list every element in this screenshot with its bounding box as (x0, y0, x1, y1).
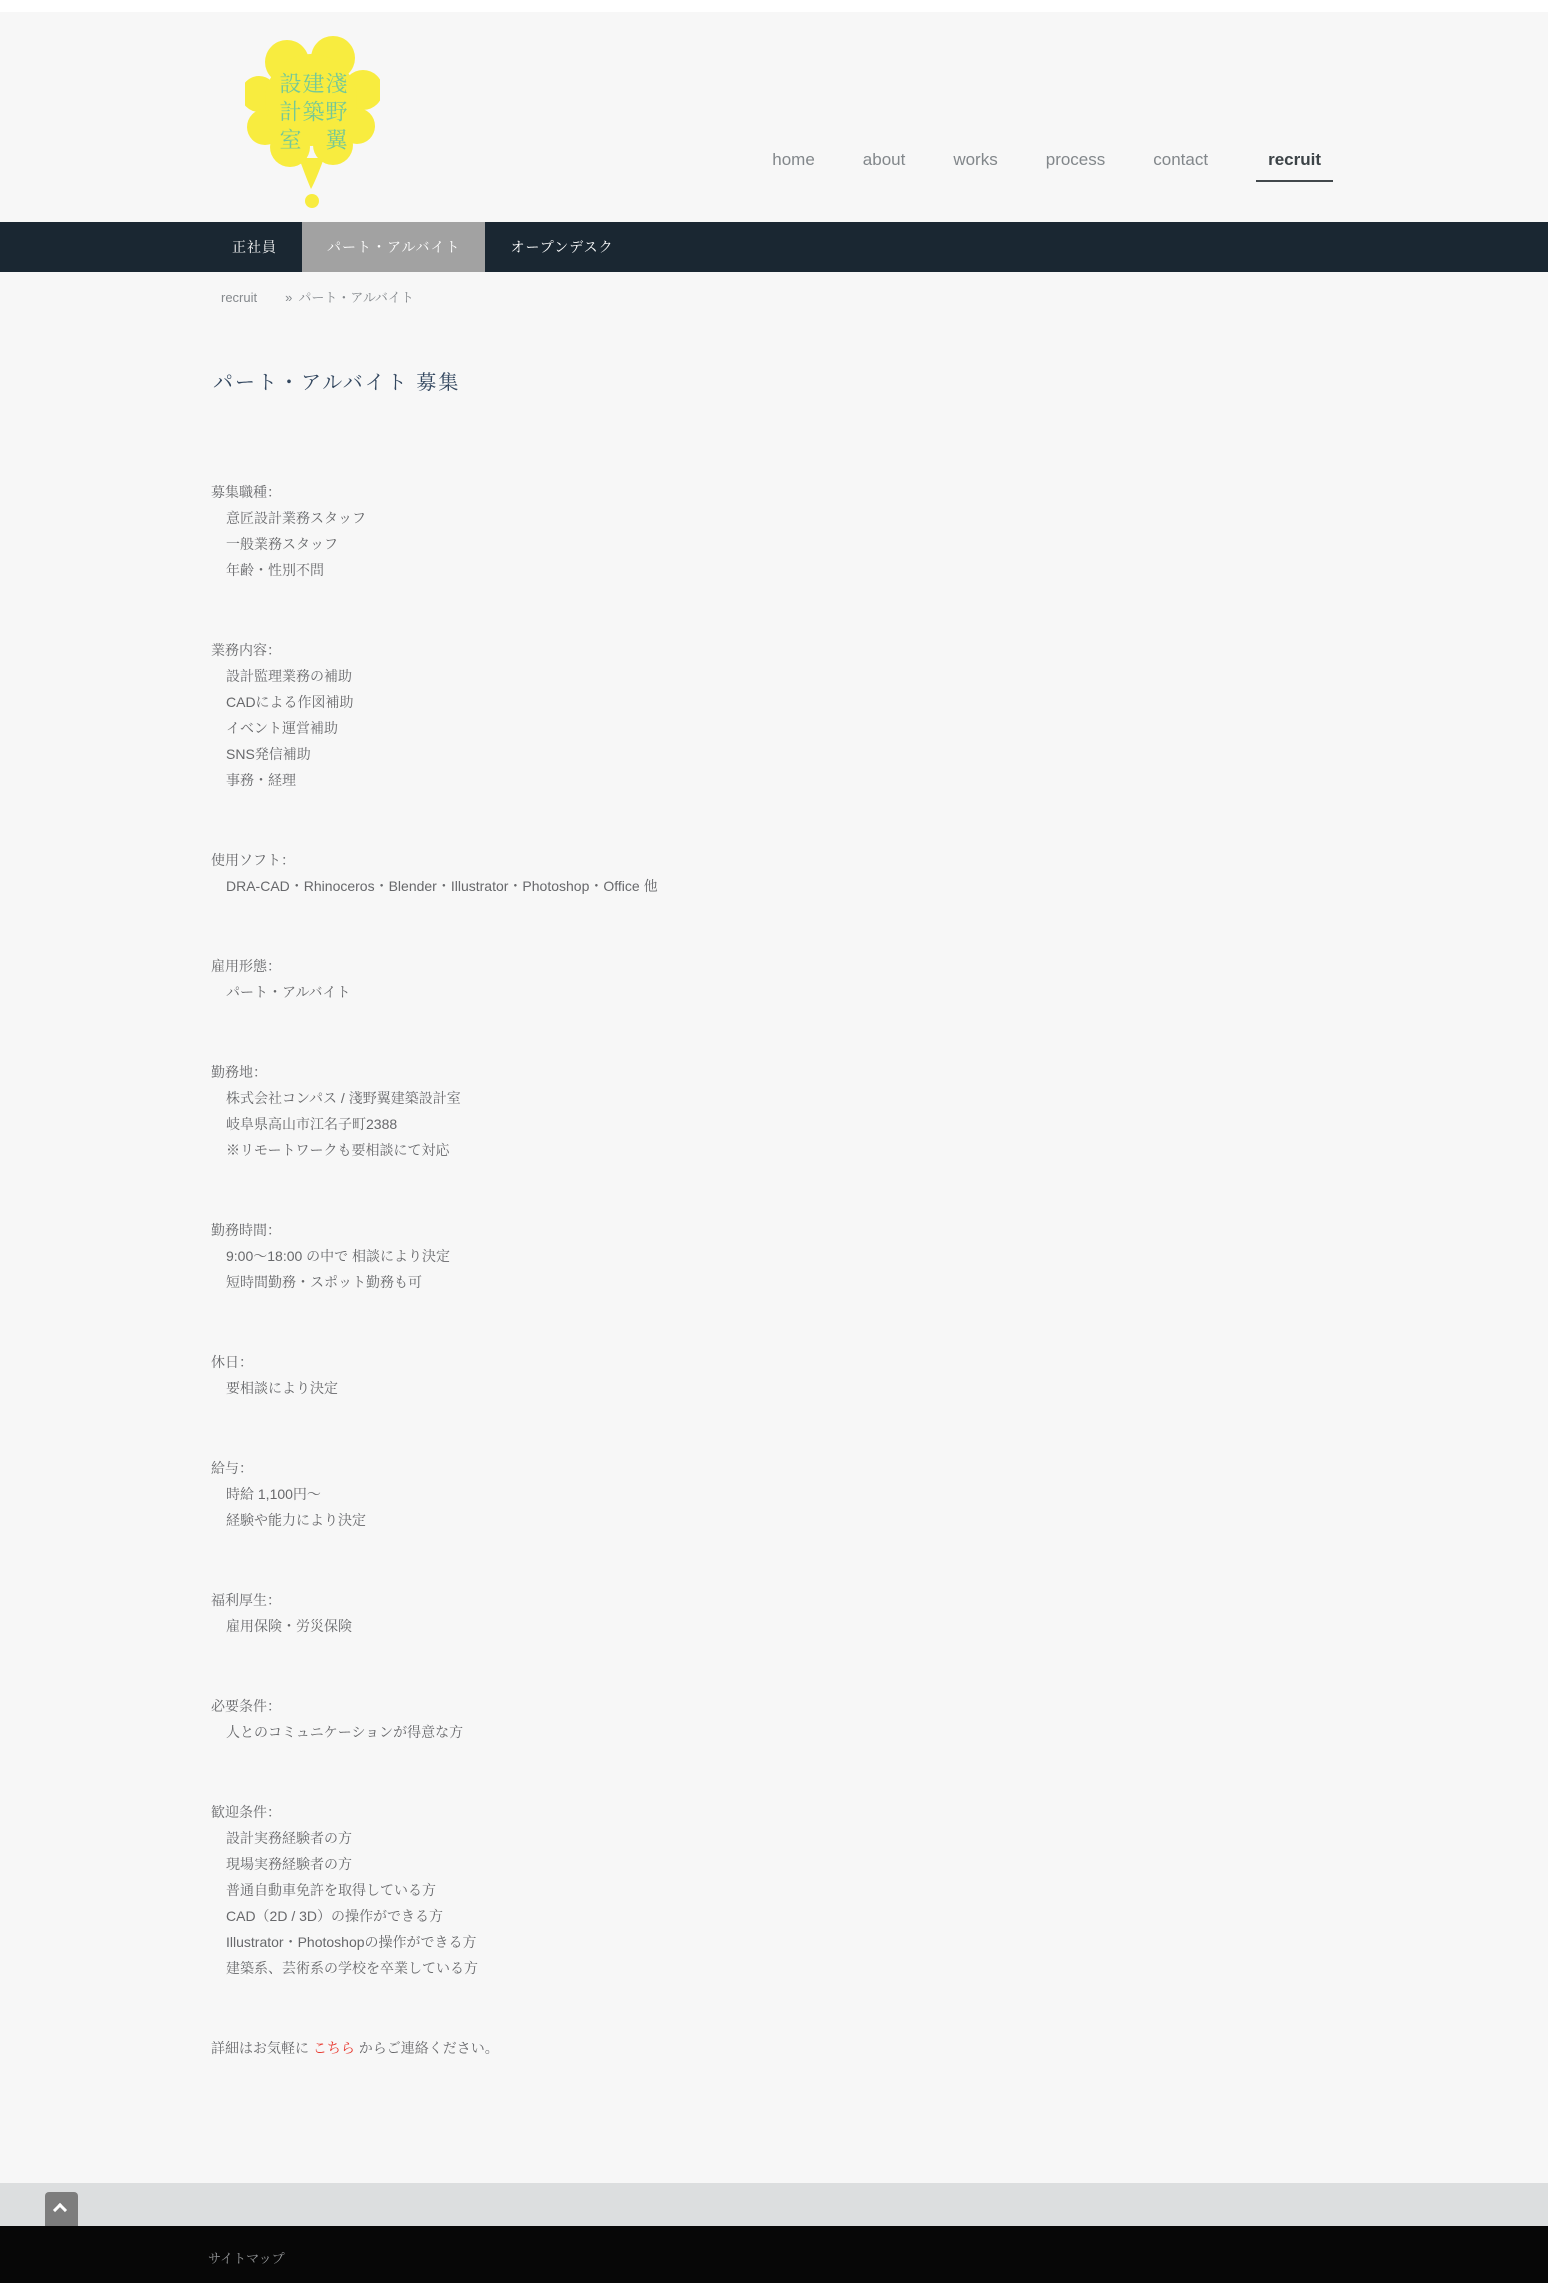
recruit-tab[interactable]: 正社員 (232, 239, 277, 255)
logo-text-column: 建築 (300, 72, 325, 128)
section-items (211, 1243, 1191, 1295)
section-item-line: 要相談により決定 (226, 1380, 338, 1396)
sitemap-link[interactable]: サイトマップ (208, 2251, 285, 2266)
section-label: 業務内容： (211, 642, 281, 658)
job-detail-section (211, 1455, 1191, 1533)
section-items (211, 873, 1191, 899)
section-item-line: 雇用保険・労災保険 (226, 1618, 352, 1634)
section-items (211, 1825, 1191, 1981)
section-items (211, 1613, 1191, 1639)
section-item-line: 普通自動車免許を取得している方 (226, 1882, 436, 1898)
job-detail-section (211, 1587, 1191, 1639)
breadcrumb-separator: » (285, 290, 293, 305)
job-detail-section (211, 1693, 1191, 1745)
section-item-line: イベント運営補助 (226, 720, 338, 736)
logo-text-column: 設計室 (277, 72, 302, 156)
section-items (211, 1481, 1191, 1533)
contact-link[interactable]: こちら (312, 2040, 355, 2056)
nav-item-contact[interactable]: contact (1153, 150, 1209, 169)
breadcrumb (211, 272, 1191, 306)
main-nav (772, 150, 1333, 182)
section-item-line: 一般業務スタッフ (226, 536, 338, 552)
section-label: 福利厚生： (211, 1592, 281, 1608)
section-item-line: 9:00〜18:00 の中で 相談により決定 (226, 1248, 451, 1264)
breadcrumb-current: パート・アルバイト (298, 290, 414, 305)
section-items (211, 979, 1191, 1005)
section-label: 給与： (211, 1460, 253, 1476)
section-label: 募集職種： (211, 484, 281, 500)
job-detail-section (211, 1059, 1191, 1163)
section-label: 勤務時間： (211, 1222, 281, 1238)
job-detail-section (211, 1349, 1191, 1401)
page-title: パート・アルバイト 募集 (213, 372, 461, 394)
job-detail-section (211, 1217, 1191, 1295)
section-item-line: 経験や能力により決定 (226, 1512, 366, 1528)
section-item-line: SNS発信補助 (226, 746, 311, 762)
contact-text-post: からご連絡ください。 (354, 2040, 499, 2056)
top-white-strip (0, 0, 1548, 12)
section-label: 休日： (211, 1354, 253, 1370)
scroll-to-top-button[interactable] (45, 2192, 78, 2226)
section-item-line: 設計監理業務の補助 (226, 668, 352, 684)
nav-item-works[interactable]: works (953, 150, 998, 169)
section-label: 歓迎条件： (211, 1804, 281, 1820)
recruit-tabbar (0, 222, 1548, 272)
job-detail-section (211, 479, 1191, 583)
section-items (211, 505, 1191, 583)
site-logo[interactable] (245, 32, 380, 212)
site-header (0, 12, 1548, 222)
section-item-line: 人とのコミュニケーションが得意な方 (226, 1724, 464, 1740)
section-item-line: 建築系、芸術系の学校を卒業している方 (226, 1960, 478, 1976)
job-detail-section (211, 953, 1191, 1005)
section-items (211, 1719, 1191, 1745)
section-item-line: 事務・経理 (226, 772, 296, 788)
section-item-line: Illustrator・Photoshopの操作ができる方 (226, 1934, 477, 1950)
section-item-line: 意匠設計業務スタッフ (226, 510, 366, 526)
section-item-line: CAD（2D / 3D）の操作ができる方 (226, 1908, 444, 1924)
job-detail-section (211, 847, 1191, 899)
section-item-line: 岐阜県高山市江名子町2388 (226, 1116, 398, 1132)
section-items (211, 1375, 1191, 1401)
site-footer (0, 2226, 1548, 2283)
recruit-tab[interactable]: オープンデスク (510, 239, 614, 255)
logo-text (278, 72, 347, 156)
logo-text-column: 淺野翼 (323, 72, 348, 156)
nav-item-recruit[interactable]: recruit (1256, 150, 1333, 182)
section-item-line: 株式会社コンパス / 淺野翼建築設計室 (226, 1090, 461, 1106)
nav-item-about[interactable]: about (862, 150, 906, 169)
section-item-line: 設計実務経験者の方 (226, 1830, 352, 1846)
job-detail-sections (211, 479, 1191, 1981)
contact-text-pre: 詳細はお気軽に (211, 2040, 313, 2056)
section-item-line: CADによる作図補助 (226, 694, 354, 710)
contact-line (211, 2035, 1191, 2061)
nav-item-process[interactable]: process (1045, 150, 1106, 169)
section-item-line: 年齢・性別不問 (226, 562, 324, 578)
section-items (211, 1085, 1191, 1163)
section-items (211, 663, 1191, 793)
recruit-tab[interactable]: パート・アルバイト (302, 222, 485, 272)
section-label: 必要条件： (211, 1698, 281, 1714)
section-item-line: パート・アルバイト (226, 984, 351, 1000)
section-item-line: DRA-CAD・Rhinoceros・Blender・Illustrator・Photoshop・Office 他 (226, 878, 658, 894)
section-label: 勤務地： (211, 1064, 267, 1080)
section-item-line: ※リモートワークも要相談にて対応 (226, 1142, 450, 1158)
scroll-band (0, 2183, 1548, 2226)
job-detail-section (211, 1799, 1191, 1981)
breadcrumb-recruit-link[interactable]: recruit (221, 290, 258, 305)
nav-item-home[interactable]: home (772, 150, 815, 169)
chevron-up-icon (53, 2203, 67, 2217)
section-label: 使用ソフト： (211, 852, 295, 868)
section-item-line: 時給 1,100円〜 (226, 1486, 321, 1502)
section-item-line: 現場実務経験者の方 (226, 1856, 352, 1872)
job-detail-section (211, 637, 1191, 793)
main-content (211, 272, 1191, 2061)
section-label: 雇用形態： (211, 958, 281, 974)
section-item-line: 短時間勤務・スポット勤務も可 (226, 1274, 422, 1290)
